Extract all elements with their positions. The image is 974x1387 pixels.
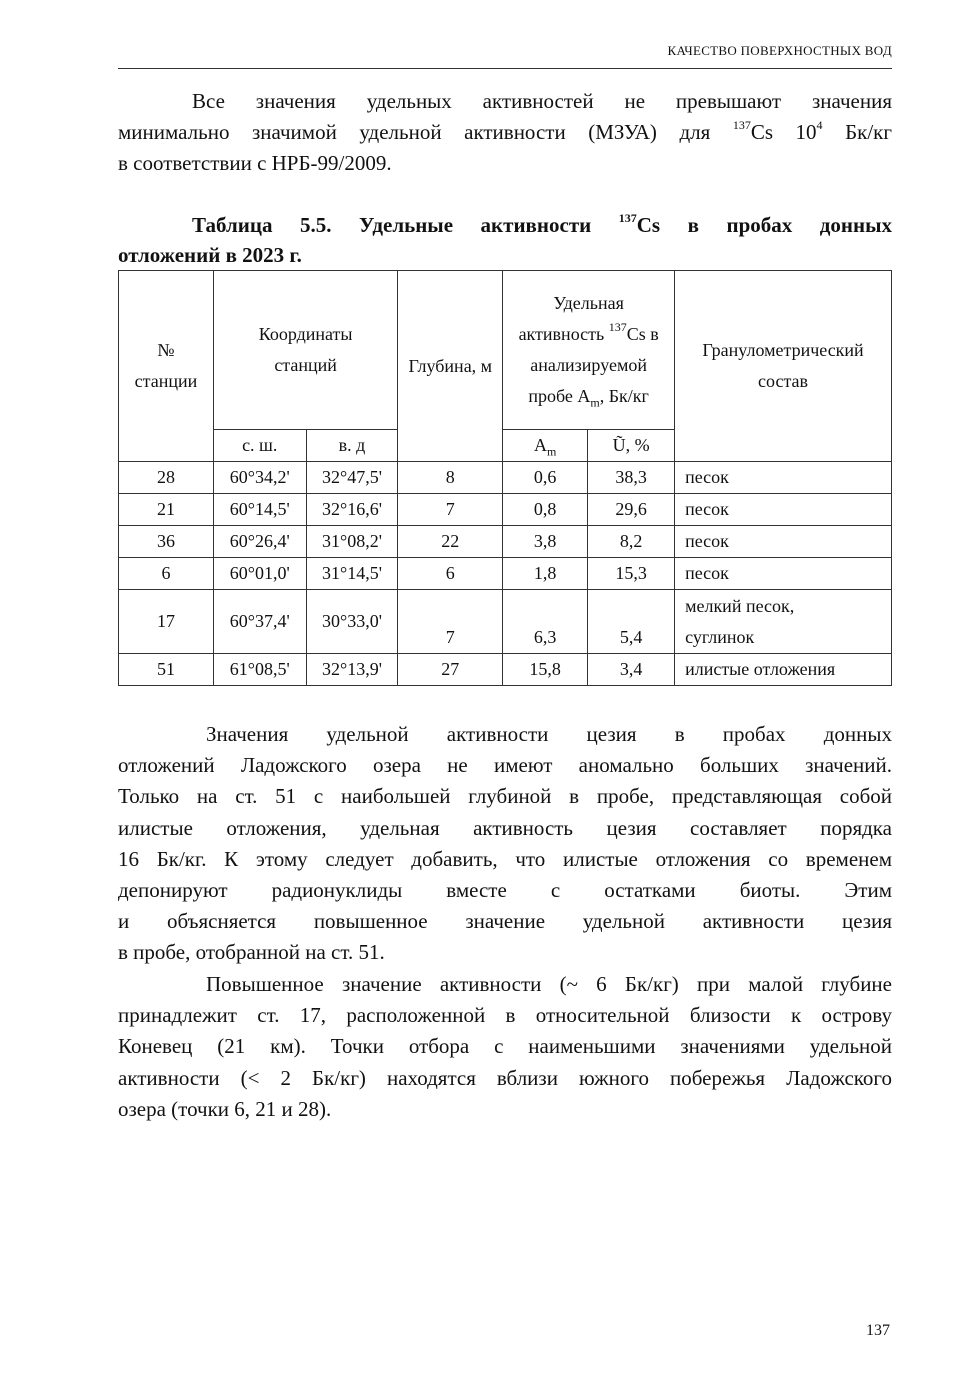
header-station: № станции bbox=[119, 271, 214, 462]
table-row: 28 60°34,2' 32°47,5' 8 0,6 38,3 песок bbox=[119, 462, 892, 494]
header-depth: Глубина, м bbox=[398, 271, 503, 462]
table-row: 6 60°01,0' 31°14,5' 6 1,8 15,3 песок bbox=[119, 558, 892, 590]
header-lat: с. ш. bbox=[213, 430, 306, 462]
intro-line-2: минимально значимой удельной активности (МЗУА) для $^{137}$Cs $10^4$ Бк/кг bbox=[118, 118, 892, 145]
table-caption: Таблица 5.5. Удельные активности $^{137}$Cs в пробах донных отложений в 2023 г. bbox=[118, 211, 893, 267]
page-number: 137 bbox=[866, 1322, 890, 1339]
header-u: Ũ, % bbox=[588, 430, 675, 462]
running-header bbox=[118, 40, 892, 69]
header-activity: Удельная активность $^{137}$Cs в анализируемой пробе $A_m$, Бк/кг bbox=[503, 271, 675, 430]
table-row: 17 60°37,4' 30°33,0' 7 6,3 5,4 мелкий песок, суглинок bbox=[119, 590, 892, 654]
table-row: 21 60°14,5' 32°16,6' 7 0,8 29,6 песок bbox=[119, 494, 892, 526]
intro-line-1: Все значения удельных активностей не превышают значения bbox=[192, 89, 892, 113]
table-row: 51 61°08,5' 32°13,9' 27 15,8 3,4 илистые отложения bbox=[119, 654, 892, 686]
activity-table bbox=[118, 270, 892, 686]
caption-line-2: отложений в 2023 г. bbox=[118, 243, 302, 267]
header-grain: Гранулометрический состав bbox=[675, 271, 892, 462]
header-lon: в. д bbox=[306, 430, 398, 462]
table-row: 36 60°26,4' 31°08,2' 22 3,8 8,2 песок bbox=[119, 526, 892, 558]
header-coords: Координаты станций bbox=[213, 271, 398, 430]
intro-paragraph bbox=[118, 86, 892, 180]
header-am: $A_m$ bbox=[503, 430, 588, 462]
running-title: КАЧЕСТВО ПОВЕРХНОСТНЫХ ВОД bbox=[667, 43, 892, 58]
intro-line-3: в соответствии с НРБ-99/2009. bbox=[118, 151, 392, 176]
body-paragraph-2: Повышенное значение активности (~ 6 Бк/кг) при малой глубине принадлежит ст. 17, расположенной в относительной близости к острову Коневец (21 км). Точки отбора с наименьшими значениями удельной активности (< 2 Бк/кг) находятся вблизи южного побережья Ладожского озера (точки 6, 21 и 28). bbox=[118, 972, 892, 1121]
body-paragraph-1: Значения удельной активности цезия в пробах донных отложений Ладожского озера не имеют аномально больших значений. Только на ст. 51 с наибольшей глубиной в пробе, представляющая собой илистые отложения, удельная активность цезия составляет порядка 16 Бк/кг. К этому следует добавить, что илистые отложения со временем депонируют радионуклиды вместе с остатками биоты. Этим и объясняется повышенное значение удельной активности цезия в пробе, отобранной на ст. 51. bbox=[118, 722, 892, 965]
